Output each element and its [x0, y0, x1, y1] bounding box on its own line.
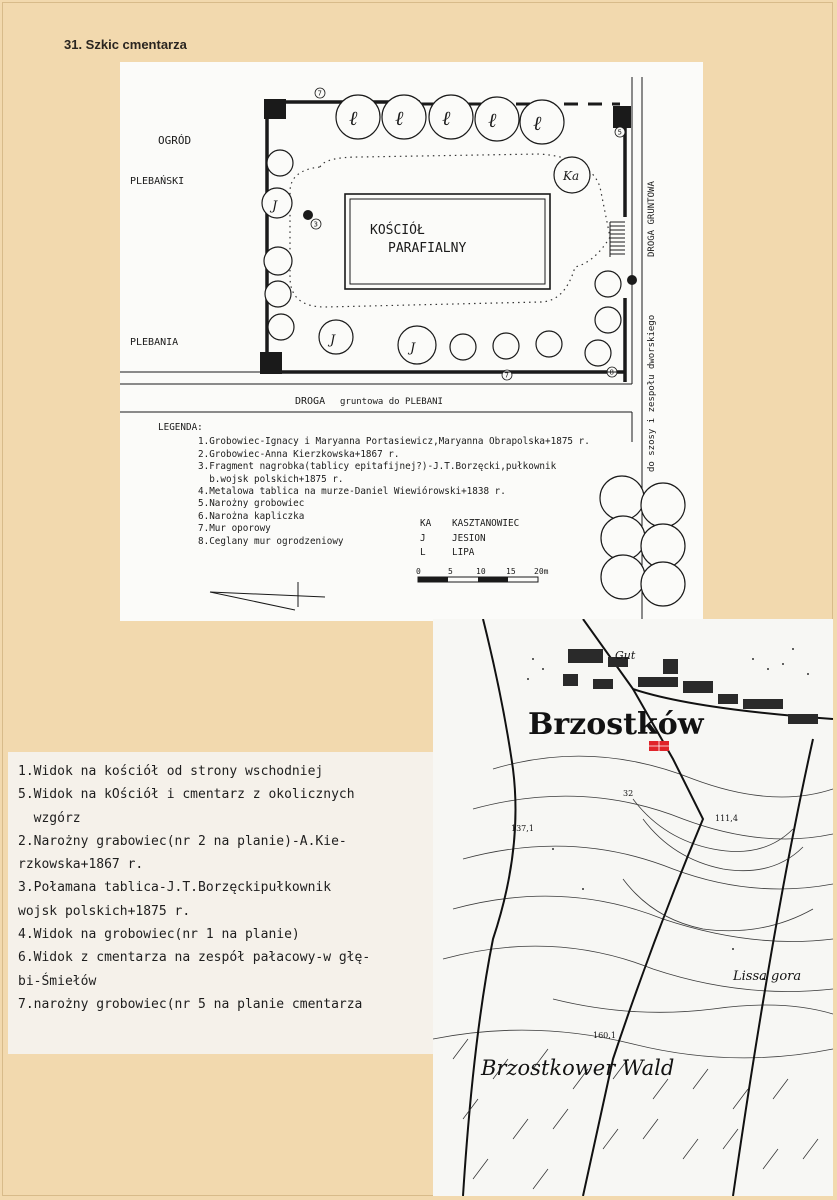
- legend-item: 2.Grobowiec-Anna Kierzkowska+1867 r.: [198, 448, 400, 460]
- svg-text:0: 0: [416, 567, 421, 576]
- road-label-bottom-1: DROGA: [295, 396, 326, 407]
- legend-item: 1.Grobowiec-Ignacy i Maryanna Portasiewicz,Maryanna Obrapolska+1875 r.: [198, 436, 590, 448]
- topographic-map: [433, 619, 833, 1196]
- svg-text:5: 5: [448, 567, 453, 576]
- caption-line: 5.Widok na kOściół i cmentarz z okolicznych: [18, 787, 355, 803]
- caption-line: 3.Połamana tablica-J.T.Borzęckipułkownik: [18, 880, 332, 896]
- roadside-trees: [600, 476, 685, 606]
- corner-tomb-sw: [260, 352, 282, 374]
- rectory-label: PLEBANIA: [130, 337, 179, 348]
- church-label-2: PARAFIALNY: [388, 241, 467, 256]
- caption-line: 2.Narożny grabowiec(nr 2 na planie)-A.Kie-: [18, 833, 347, 849]
- svg-text:20m: 20m: [534, 567, 549, 576]
- garden-label-2: PLEBAŃSKI: [130, 176, 185, 187]
- map-elevation: 160,1: [593, 1031, 616, 1040]
- caption-line: 6.Widok z cmentarza na zespół pałacowy-w głę-: [18, 950, 371, 966]
- caption-line: wojsk polskich+1875 r.: [18, 903, 191, 919]
- svg-text:7: 7: [317, 89, 322, 98]
- tree-abbreviations: [420, 517, 519, 561]
- cemetery-plan: [120, 62, 703, 621]
- abbr-row: J JESION: [420, 532, 486, 544]
- legend-item: 4.Metalowa tablica na murze-Daniel Wiewiórowski+1838 r.: [198, 486, 506, 498]
- map-hill-label: Lissa gora: [733, 969, 802, 984]
- abbr-row: KA KASZTANOWIEC: [420, 518, 520, 529]
- caption-line: 7.narożny grobowiec(nr 5 na planie cmentarza: [18, 996, 363, 1012]
- entrance-steps: [610, 222, 625, 257]
- legend-title: LEGENDA:: [158, 422, 203, 433]
- map-elevation: 32: [623, 789, 634, 798]
- map-elevation: 137,1: [511, 824, 534, 833]
- north-arrow: [210, 582, 325, 610]
- legend-item: 3.Fragment nagrobka(tablicy epitafijnej?)-J.T.Borzęcki,pułkownik: [198, 461, 557, 473]
- legend-item: b.wojsk polskich+1875 r.: [198, 473, 344, 485]
- map-farm-label: Gut: [615, 649, 636, 662]
- caption-line: 4.Widok na grobowiec(nr 1 na planie): [18, 927, 300, 943]
- legend-item: 6.Narożna kapliczka: [198, 510, 305, 522]
- map-elevation: 111,4: [715, 814, 738, 823]
- svg-text:10: 10: [476, 567, 486, 576]
- ash-mark-west: J: [272, 199, 278, 214]
- east-trees: [595, 271, 621, 333]
- corner-tomb-ne: [613, 106, 631, 128]
- grave-fragment-dot: [303, 210, 313, 220]
- svg-text:ℓ: ℓ: [395, 106, 404, 130]
- chestnut-mark: Ka: [563, 169, 580, 183]
- caption-line: 1.Widok na kościół od strony wschodniej: [18, 764, 324, 779]
- sheet-title: 31. Szkic cmentarza: [64, 37, 187, 52]
- legend-item: 8.Ceglany mur ogrodzeniowy: [198, 535, 344, 547]
- scale-labels: [416, 567, 549, 576]
- contour-lines: [433, 756, 833, 1058]
- legend-item: 5.Narożny grobowiec: [198, 498, 305, 510]
- scale-bar: [418, 577, 538, 582]
- svg-text:8: 8: [609, 368, 614, 377]
- caption-line: rzkowska+1867 r.: [18, 857, 144, 873]
- ash-mark-south-2: J: [410, 341, 416, 356]
- svg-text:3: 3: [313, 220, 318, 229]
- church-label-1: KOŚCIÓŁ: [370, 223, 425, 238]
- road-label-right: DROGA GRUNTOWA: [647, 181, 657, 257]
- svg-text:ℓ: ℓ: [533, 111, 542, 135]
- church-location-marker: [649, 741, 669, 751]
- abbr-row: L LIPA: [420, 547, 475, 558]
- svg-text:15: 15: [506, 567, 516, 576]
- south-trees: [319, 320, 611, 366]
- map-town-label: Brzostków: [528, 707, 704, 742]
- ash-mark-south-1: J: [330, 333, 336, 348]
- road-label-bottom-2: gruntowa do PLEBANI: [340, 397, 443, 407]
- svg-text:ℓ: ℓ: [442, 106, 451, 130]
- photo-caption-list: [8, 752, 438, 1054]
- svg-text:5: 5: [617, 128, 622, 137]
- legend-item: 7.Mur oporowy: [198, 523, 271, 535]
- caption-line: bi-Śmiełów: [18, 973, 97, 989]
- road-label-right-2: do szosy i zespołu dworskiego: [647, 314, 657, 472]
- svg-text:ℓ: ℓ: [349, 106, 358, 130]
- svg-text:7: 7: [504, 371, 509, 380]
- topo-drawing: [433, 619, 833, 1196]
- map-forest-label: Brzostkower Wald: [481, 1056, 675, 1080]
- garden-label: OGRÓD: [158, 134, 192, 147]
- caption-line: wzgórz: [18, 810, 81, 826]
- svg-text:ℓ: ℓ: [488, 108, 497, 132]
- corner-tomb-nw: [264, 99, 286, 119]
